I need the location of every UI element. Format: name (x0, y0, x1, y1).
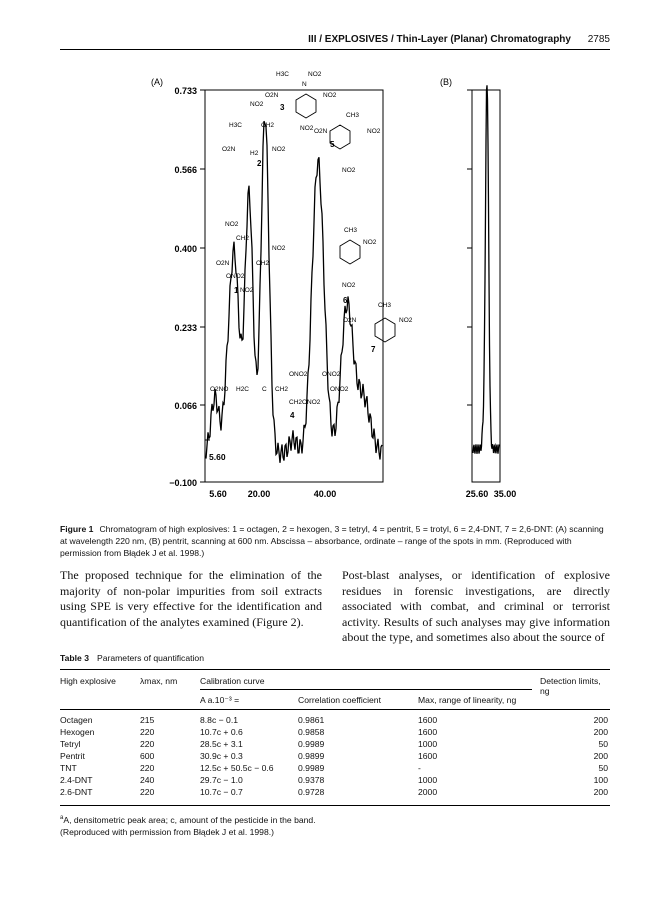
y-tick-label: −0.100 (169, 478, 197, 488)
structure-atom-label: ONO2 (289, 371, 308, 378)
structure-atom-label: NO2 (225, 221, 239, 228)
table-row (60, 727, 610, 739)
series-b-trace (473, 85, 499, 454)
structure-atom-label: ONO2 (226, 273, 245, 280)
figure-caption-text: Chromatogram of high explosives: 1 = octagen, 2 = hexogen, 3 = tetryl, 4 = pentrit, 5 = trotyl, 6 = 2,4-DNT, 7 = 2,6-DNT: (A) scanning at wavelength 220 nm, (B) pentrit, scanning at 600 nm. Abscissa – absorbance, ordinate – range of the spots in mm. (Reproduced with permission from Błądek J et al. 1998.) (60, 524, 604, 558)
footnote-text: A, densitometric peak area; c, amount of the pesticide in the band. (63, 815, 316, 825)
peak-label: 2 (257, 159, 262, 168)
structure-atom-label: H3C (229, 122, 243, 129)
page-number: 2785 (587, 34, 610, 45)
table-row (60, 715, 610, 727)
y-tick-label: 0.566 (174, 165, 197, 175)
cell-explosive: Pentrit (60, 751, 85, 761)
cell-explosive: Tetryl (60, 739, 81, 749)
structure-atom-label: NO2 (323, 92, 337, 99)
cell-detection: 200 (593, 727, 608, 737)
cell-range: 1600 (418, 727, 438, 737)
structure-atom-label: NO2 (250, 101, 264, 108)
structure-atom-label: ONO2 (322, 371, 341, 378)
inset-label: 5.60 (209, 452, 226, 462)
table-row (60, 787, 610, 799)
cell-equation: 29.7c − 1.0 (200, 775, 243, 785)
col-head-range: Max, range of linearity, ng (418, 694, 517, 705)
cell-correlation: 0.9989 (298, 763, 325, 773)
table-row (60, 739, 610, 751)
cell-lambda: 220 (140, 739, 155, 749)
body-text-right: Post-blast analyses, or identification of explosive residues in forensic investigations, are directly associated with combat, and criminal or terrorist activity. Results of such analyses may give information about the type, and sometimes also about the source of (342, 568, 610, 645)
structure-atom-label: CH2ONO2 (289, 399, 321, 406)
structure-atom-label: NO2 (308, 71, 322, 78)
cell-equation: 30.9c + 0.3 (200, 751, 243, 761)
y-tick-label: 0.233 (174, 323, 197, 333)
structure-atom-label: NO2 (367, 128, 381, 135)
structure-atom-label: NO2 (342, 167, 356, 174)
dnt26-ring (375, 318, 395, 342)
col-head-lambda: λmax, nm (140, 676, 178, 686)
structure-atom-label: H3C (276, 71, 290, 78)
peak-label: 3 (280, 103, 285, 112)
cell-correlation: 0.9899 (298, 751, 325, 761)
cell-range: 1000 (418, 739, 438, 749)
cell-explosive: TNT (60, 763, 77, 773)
structure-atom-label: H2C (236, 386, 250, 393)
structure-labels (210, 71, 413, 406)
cell-lambda: 220 (140, 727, 155, 737)
cell-range: 1000 (418, 775, 438, 785)
structure-atom-label: CH3 (346, 112, 360, 119)
structure-atom-label: NO2 (363, 239, 377, 246)
table-top-rule (60, 669, 610, 670)
cell-correlation: 0.9728 (298, 787, 325, 797)
y-tick-label: 0.400 (174, 244, 197, 254)
x-tick-label: 25.60 (465, 489, 489, 499)
structure-atom-label: H2 (250, 150, 259, 157)
peak-label: 1 (234, 286, 239, 295)
col-head-equation: A a.10⁻³ = (200, 694, 240, 705)
col-head-detection: Detection limits, ng (540, 676, 601, 696)
table-caption-text: Parameters of quantification (96, 653, 204, 663)
table-row (60, 775, 610, 787)
structure-atom-label: NO2 (272, 146, 286, 153)
table-footnote-reproduced: (Reproduced with permission from Błądek J et al. 1998.) (60, 827, 274, 837)
col-head-correlation: Correlation coefficient (298, 694, 381, 705)
tetryl-ring (296, 94, 316, 118)
cell-equation: 10.7c + 0.6 (200, 727, 243, 737)
cell-range: 1600 (418, 715, 438, 725)
structure-atom-label: C (262, 386, 267, 393)
structure-atom-label: O2NO (210, 386, 229, 393)
structure-atom-label: NO2 (240, 287, 254, 294)
peak-label: 5 (330, 140, 335, 149)
cell-equation: 12.5c + 50.5c − 0.6 (200, 763, 274, 773)
structure-atom-label: NO2 (399, 317, 413, 324)
cell-detection: 100 (593, 775, 608, 785)
structure-atom-label: CH2 (261, 122, 275, 129)
cell-detection: 200 (593, 787, 608, 797)
structure-atom-label: O2N (314, 128, 328, 135)
cell-detection: 50 (598, 763, 608, 773)
cell-explosive: 2.6-DNT (60, 787, 93, 797)
structure-atom-label: NO2 (300, 125, 314, 132)
cell-correlation: 0.9989 (298, 739, 325, 749)
cell-detection: 50 (598, 739, 608, 749)
x-axis-ticks (209, 489, 516, 499)
dnt24-ring (340, 240, 360, 264)
figure-caption (60, 523, 610, 559)
cell-lambda: 220 (140, 763, 155, 773)
peak-label: 4 (290, 411, 295, 420)
panel-b-label: (B) (440, 77, 452, 87)
running-title: III / EXPLOSIVES / Thin-Layer (Planar) Chromatography (308, 34, 571, 45)
y-axis-ticks (169, 86, 472, 488)
cell-detection: 200 (593, 751, 608, 761)
cell-range: 1600 (418, 751, 438, 761)
cell-range: 2000 (418, 787, 438, 797)
table-row (60, 751, 610, 763)
cell-explosive: 2.4-DNT (60, 775, 93, 785)
y-tick-label: 0.066 (174, 401, 197, 411)
cell-equation: 8.8c − 0.1 (200, 715, 238, 725)
peak-label: 6 (343, 296, 348, 305)
quantification-table (60, 672, 610, 806)
table-caption (60, 653, 204, 663)
x-tick-label: 20.00 (247, 489, 271, 499)
peak-label: 7 (371, 345, 376, 354)
x-tick-label: 5.60 (209, 489, 227, 499)
structure-atom-label: O2N (265, 92, 279, 99)
table-row (60, 763, 610, 775)
col-head-calibration: Calibration curve (200, 672, 532, 689)
x-tick-label: 35.00 (493, 489, 517, 499)
table-body (60, 715, 610, 799)
cell-equation: 10.7c − 0.7 (200, 787, 243, 797)
cell-lambda: 600 (140, 751, 155, 761)
structure-atom-label: CH2 (236, 235, 250, 242)
cell-correlation: 0.9861 (298, 715, 325, 725)
structure-atom-label: NO2 (342, 282, 356, 289)
cell-lambda: 220 (140, 787, 155, 797)
figure-caption-label: Figure 1 (60, 524, 94, 534)
structure-atom-label: CH3 (344, 227, 358, 234)
structure-atom-label: CH3 (378, 302, 392, 309)
structure-atom-label: O2N (222, 146, 236, 153)
cell-explosive: Octagen (60, 715, 93, 725)
cell-explosive: Hexogen (60, 727, 95, 737)
cell-correlation: 0.9378 (298, 775, 325, 785)
structure-atom-label: O2N (216, 260, 230, 267)
body-text-left: The proposed technique for the elimination of the majority of non-polar impurities from soil extracts using SPE is very effective for the identification and quantification of the analytes examined (Figure 2). (60, 568, 322, 629)
cell-range: - (418, 763, 421, 773)
y-tick-label: 0.733 (174, 86, 197, 96)
cell-correlation: 0.9858 (298, 727, 325, 737)
table-label: Table 3 (60, 653, 89, 663)
structure-atom-label: ONO2 (330, 386, 349, 393)
cell-lambda: 215 (140, 715, 155, 725)
cell-equation: 28.5c + 3.1 (200, 739, 243, 749)
structure-atom-label: O2N (343, 317, 357, 324)
structure-atom-label: CH2 (256, 260, 270, 267)
structure-atom-label: N (302, 81, 307, 88)
panel-a-label: (A) (151, 77, 163, 87)
col-head-explosive: High explosive (60, 676, 116, 686)
table-footnote-a: $^a$A, densitometric peak area; c, amount of the pesticide in the band. (60, 815, 316, 825)
structure-atom-label: NO2 (272, 245, 286, 252)
x-tick-label: 40.00 (313, 489, 337, 499)
cell-detection: 200 (593, 715, 608, 725)
cell-lambda: 240 (140, 775, 155, 785)
structure-atom-label: CH2 (275, 386, 289, 393)
